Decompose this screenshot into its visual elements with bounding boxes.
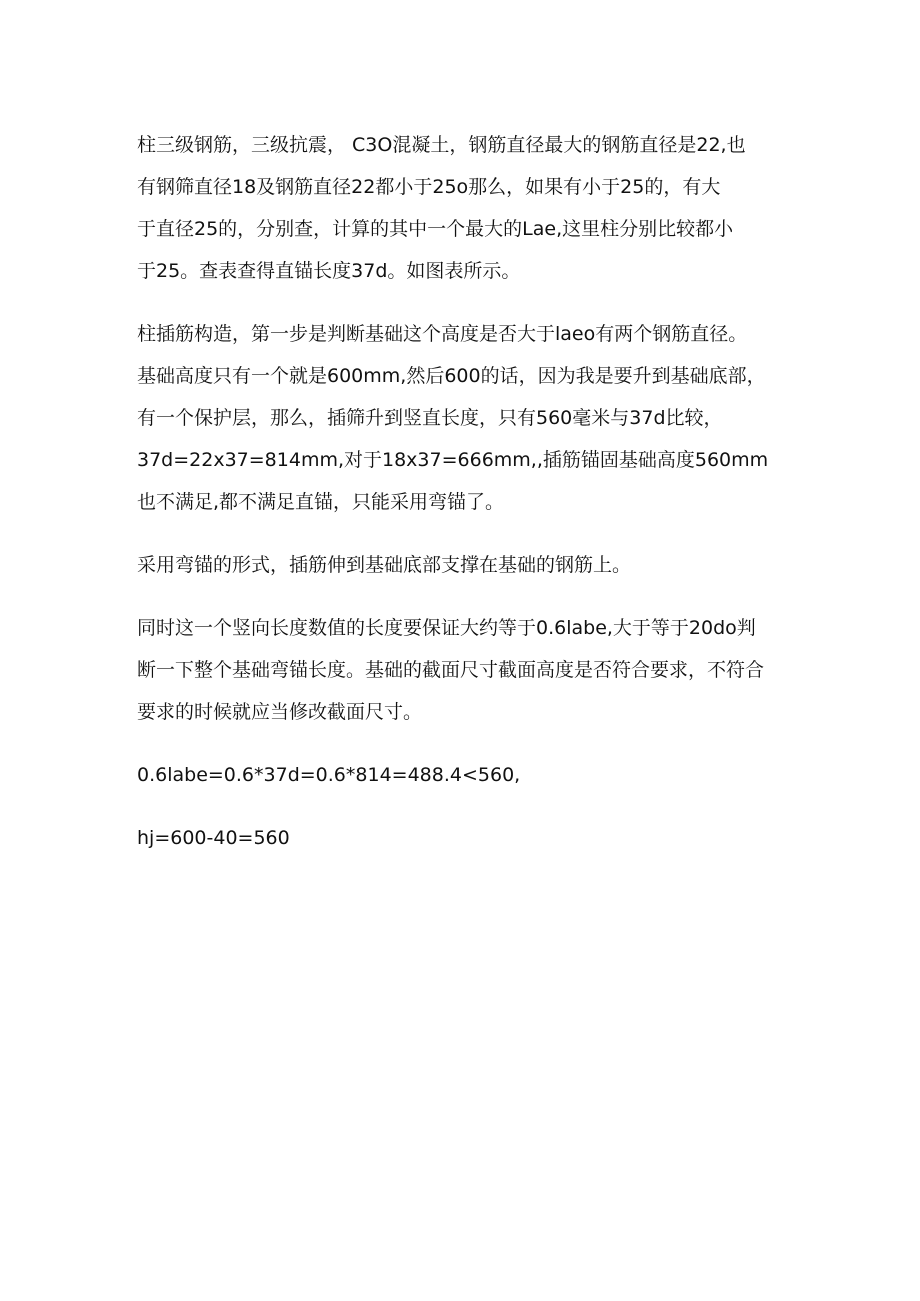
text-line: 柱三级钢筋，三级抗震， C3O混凝土，钢筋直径最大的钢筋直径是22,也 <box>137 134 746 156</box>
paragraph-bent-anchorage <box>137 544 797 586</box>
paragraph-spacer <box>137 796 797 817</box>
paragraph-column-rebar-anchorage <box>137 124 797 292</box>
text-line: 有一个保护层，那么，插筛升到竖直长度，只有560毫米与37d比较， <box>137 407 723 429</box>
text-line: 断一下整个基础弯锚长度。基础的截面尺寸截面高度是否符合要求，不符合 <box>137 659 765 681</box>
paragraph-dowel-construction <box>137 313 797 523</box>
text-line: 于25。查表查得直锚长度37d。如图表所示。 <box>137 260 521 282</box>
formula-labe <box>137 754 797 796</box>
paragraph-spacer <box>137 523 797 544</box>
paragraph-spacer <box>137 292 797 313</box>
formula-hj <box>137 817 797 859</box>
text-line: 37d=22x37=814mm,对于18x37=666mm,,插筋锚固基础高度560mm <box>137 449 769 471</box>
text-line: 于直径25的，分别查，计算的其中一个最大的Lae,这里柱分别比较都小 <box>137 218 734 240</box>
text-line: 也不满足,都不满足直锚，只能采用弯锚了。 <box>137 491 505 513</box>
text-line: 同时这一个竖向长度数值的长度要保证大约等于0.6labe,大于等于20do判 <box>137 617 756 639</box>
text-line: 有钢筛直径18及钢筋直径22都小于25o那么，如果有小于25的，有大 <box>137 176 721 198</box>
formula-line: 0.6labe=0.6*37d=0.6*814=488.4<560, <box>137 764 521 786</box>
text-line: 基础高度只有一个就是600mm,然后600的话，因为我是要升到基础底部， <box>137 365 766 387</box>
document-body <box>137 124 797 859</box>
paragraph-spacer <box>137 733 797 754</box>
paragraph-spacer <box>137 586 797 607</box>
text-line: 柱插筋构造，第一步是判断基础这个高度是否大于laeo有两个钢筋直径。 <box>137 323 748 345</box>
paragraph-vertical-length-check <box>137 607 797 733</box>
text-line: 采用弯锚的形式，插筋伸到基础底部支撑在基础的钢筋上。 <box>137 554 632 576</box>
text-line: 要求的时候就应当修改截面尺寸。 <box>137 701 423 723</box>
formula-line: hj=600-40=560 <box>137 827 290 849</box>
